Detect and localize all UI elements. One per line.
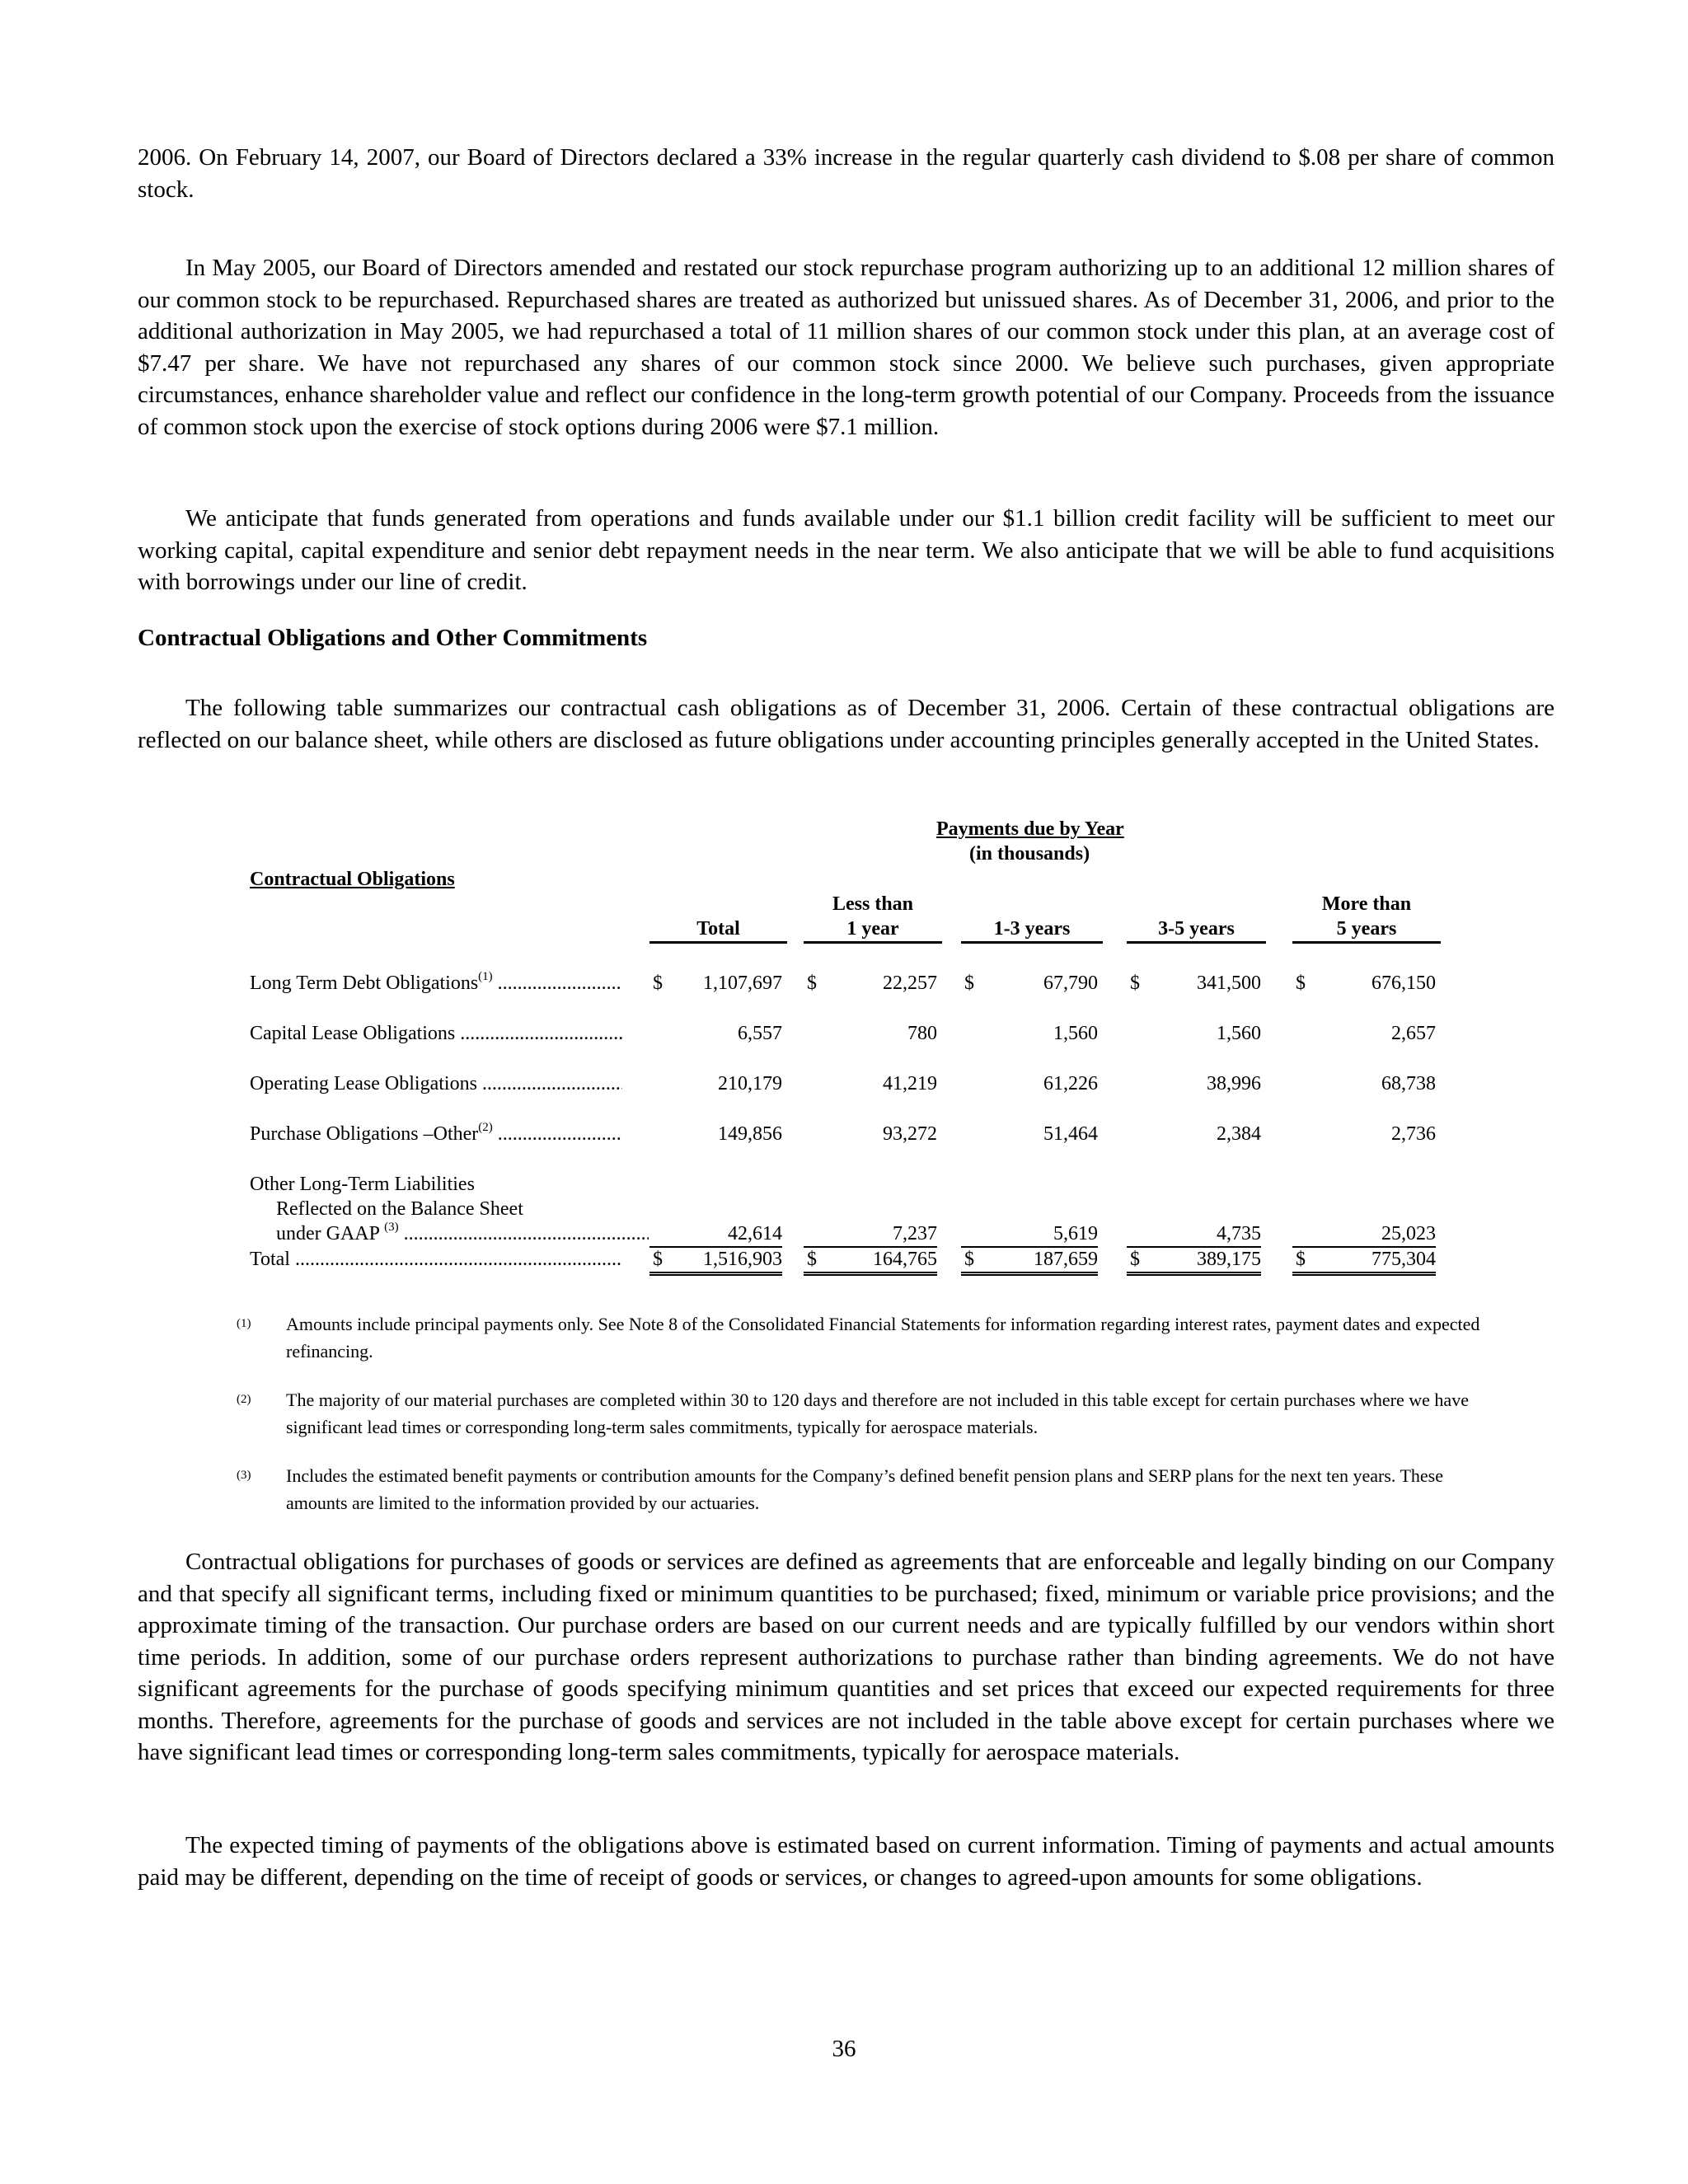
table-cell	[649, 971, 782, 996]
paragraph-funds: We anticipate that funds generated from operations and funds available under our $1.1 billion credit facility will be sufficient to meet our working capital, capital expenditure and senior debt repayment needs in the near term. We also anticipate that we will be able to fund acquisitions with borrowings under our line of credit.	[138, 505, 1554, 595]
paragraph-dividend: 2006. On February 14, 2007, our Board of Directors declared a 33% increase in the regular quarterly cash dividend to $.08 per share of common stock.	[138, 144, 1554, 203]
table-cell	[804, 971, 937, 996]
paragraph-timing: The expected timing of payments of the obligations above is estimated based on current information. Timing of payments and actual amounts paid may be different, depending on the time of receipt of goods or services, or changes to agreed-upon amounts for some obligations.	[138, 1832, 1554, 1891]
table-cell	[1292, 1221, 1436, 1248]
column-header-line2: 3-5 years	[1158, 918, 1235, 940]
table-cell	[961, 1021, 1098, 1046]
paragraph-repurchase: In May 2005, our Board of Directors amended and restated our stock repurchase program authorizing up to an additional 12 million shares of our common stock to be repurchased. Repurchased shares are treated as authorized but unissued shares. As of December 31, 2006, and prior to the additional authorization in May 2005, we had repurchased a total of 11 million shares of our common stock under this plan, at an average cost of $7.47 per share. We have not repurchased any shares of our common stock since 2000. We believe such purchases, given appropriate circumstances, enhance shareholder value and reflect our confidence in the long-term growth potential of our Company. Proceeds from the issuance of common stock upon the exercise of stock options during 2006 were $7.1 million.	[138, 255, 1554, 440]
footnote-ref: (1)	[478, 971, 493, 983]
currency-symbol: $	[807, 1249, 817, 1270]
column-header	[1292, 892, 1441, 944]
table-cell	[1127, 971, 1261, 996]
table-cell	[649, 1021, 782, 1046]
cell-value: 149,856	[718, 1123, 782, 1145]
row-label: Capital Lease Obligations .....	[250, 1021, 622, 1046]
row-label: Other Long-Term Liabilities	[250, 1174, 475, 1195]
footnote-text: The majority of our material purchases are completed within 30 to 120 days and therefore are not included in this table except for certain purchases where we have significant lead times or corresponding long-term sales commitments, typically for aerospace materials.	[286, 1390, 1469, 1437]
column-header	[804, 892, 942, 944]
table-cell	[649, 1221, 782, 1248]
table-cell	[961, 1247, 1098, 1276]
table-cell	[1292, 1247, 1436, 1276]
footnote-mark: (2)	[237, 1393, 251, 1406]
column-header	[649, 892, 787, 944]
table-cell	[1292, 1021, 1436, 1046]
cell-value: 2,657	[1391, 1023, 1436, 1044]
cell-value: 25,023	[1381, 1223, 1436, 1244]
currency-symbol: $	[1130, 972, 1140, 994]
table-cell	[649, 1071, 782, 1096]
cell-value: 4,735	[1217, 1223, 1261, 1244]
cell-value: 2,384	[1217, 1123, 1261, 1145]
table-cell	[804, 1122, 937, 1146]
group-subheader: (in thousands)	[969, 843, 1090, 865]
footnote-mark: (1)	[237, 1317, 251, 1330]
row-label: under GAAP $^{(3)}$ .....	[276, 1221, 649, 1246]
column-header-line1	[961, 892, 1103, 916]
column-header-line2: Total	[696, 918, 740, 940]
cell-value: 1,560	[1217, 1023, 1261, 1044]
footnote-ref: (3)	[384, 1221, 399, 1234]
column-header	[961, 892, 1103, 944]
cell-value: 22,257	[883, 972, 937, 994]
footnote-text: Amounts include principal payments only. See Note 8 of the Consolidated Financial Statements for information regarding interest rates, payment dates and expected refinancing.	[286, 1314, 1480, 1361]
row-label: Total .....	[250, 1247, 622, 1272]
currency-symbol: $	[1296, 972, 1306, 994]
page-number: 36	[832, 2036, 856, 2062]
table-cell	[1127, 1021, 1261, 1046]
currency-symbol: $	[1296, 1249, 1306, 1270]
cell-value: 38,996	[1207, 1073, 1261, 1094]
cell-value: 341,500	[1197, 972, 1261, 994]
cell-value: 51,464	[1043, 1123, 1098, 1145]
cell-value: 1,107,697	[703, 972, 782, 994]
column-header-line1	[1127, 892, 1266, 916]
table-cell	[1127, 1247, 1261, 1276]
footnote-text: Includes the estimated benefit payments or contribution amounts for the Company’s defined benefit pension plans and SERP plans for the next ten years. These amounts are limited to the information provided by our actuaries.	[286, 1465, 1444, 1513]
cell-value: 775,304	[1372, 1249, 1436, 1270]
table-cell	[804, 1221, 937, 1248]
table-cell	[1127, 1071, 1261, 1096]
section-heading: Contractual Obligations and Other Commitments	[138, 625, 648, 651]
cell-value: 5,619	[1053, 1223, 1098, 1244]
cell-value: 42,614	[728, 1223, 782, 1244]
column-header-line1: More than	[1321, 893, 1412, 915]
currency-symbol: $	[653, 1249, 663, 1270]
table-cell	[804, 1247, 937, 1276]
cell-value: 187,659	[1034, 1249, 1098, 1270]
table-cell	[804, 1071, 937, 1096]
cell-value: 93,272	[883, 1123, 937, 1145]
table-cell	[1127, 1122, 1261, 1146]
row-label: Operating Lease Obligations .....	[250, 1071, 622, 1096]
cell-value: 68,738	[1381, 1073, 1436, 1094]
table-cell	[1292, 1071, 1436, 1096]
cell-value: 676,150	[1372, 972, 1436, 994]
group-header: Payments due by Year	[936, 818, 1124, 840]
row-header: Contractual Obligations	[250, 869, 455, 890]
table-cell	[961, 1221, 1098, 1248]
cell-value: 1,516,903	[703, 1249, 782, 1270]
column-header-line2: 5 years	[1336, 918, 1397, 940]
currency-symbol: $	[964, 972, 974, 994]
currency-symbol: $	[964, 1249, 974, 1270]
table-cell	[961, 1122, 1098, 1146]
table-cell	[804, 1021, 937, 1046]
cell-value: 41,219	[883, 1073, 937, 1094]
cell-value: 780	[907, 1023, 937, 1044]
cell-value: 164,765	[873, 1249, 937, 1270]
column-header	[1127, 892, 1266, 944]
cell-value: 2,736	[1391, 1123, 1436, 1145]
cell-value: 389,175	[1197, 1249, 1261, 1270]
footnote-mark: (3)	[237, 1469, 251, 1482]
currency-symbol: $	[653, 972, 663, 994]
table-cell	[1292, 1122, 1436, 1146]
table-cell	[1292, 971, 1436, 996]
cell-value: 61,226	[1043, 1073, 1098, 1094]
table-cell	[1127, 1221, 1261, 1248]
cell-value: 7,237	[893, 1223, 937, 1244]
table-cell	[649, 1122, 782, 1146]
column-header-line1: Less than	[832, 893, 914, 915]
row-label: Reflected on the Balance Sheet	[276, 1198, 523, 1220]
column-header-line2: 1 year	[846, 918, 899, 940]
cell-value: 1,560	[1053, 1023, 1098, 1044]
paragraph-definition: Contractual obligations for purchases of goods or services are defined as agreements that are enforceable and legally binding on our Company and that specify all significant terms, including fixed or minimum quantities to be purchased; fixed, minimum or variable price provisions; and the approximate timing of the transaction. Our purchase orders are based on our current needs and are typically fulfilled by our vendors within short time periods. In addition, some of our purchase orders represent authorizations to purchase rather than binding agreements. We do not have significant agreements for the purchase of goods specifying minimum quantities and set prices that exceed our expected requirements for three months. Therefore, agreements for the purchase of goods and services are not included in the table above except for certain purchases where we have significant lead times or corresponding long-term sales commitments, typically for aerospace materials.	[138, 1549, 1554, 1765]
table-cell	[961, 1071, 1098, 1096]
cell-value: 6,557	[738, 1023, 782, 1044]
currency-symbol: $	[807, 972, 817, 994]
row-label: Long Term Debt Obligations$^{(1)}$ .....	[250, 971, 622, 996]
cell-value: 67,790	[1043, 972, 1098, 994]
row-label: Purchase Obligations –Other$^{(2)}$ .....	[250, 1122, 622, 1146]
currency-symbol: $	[1130, 1249, 1140, 1270]
table-cell	[649, 1247, 782, 1276]
footnote-ref: (2)	[478, 1122, 493, 1134]
paragraph-table-intro: The following table summarizes our contractual cash obligations as of December 31, 2006. Certain of these contractual obligations are reflected on our balance sheet, while others are disclosed as future obligations under accounting principles generally accepted in the United States.	[138, 695, 1554, 753]
table-cell	[961, 971, 1098, 996]
cell-value: 210,179	[718, 1073, 782, 1094]
column-header-line2: 1-3 years	[993, 918, 1071, 940]
column-header-line1	[649, 892, 787, 916]
